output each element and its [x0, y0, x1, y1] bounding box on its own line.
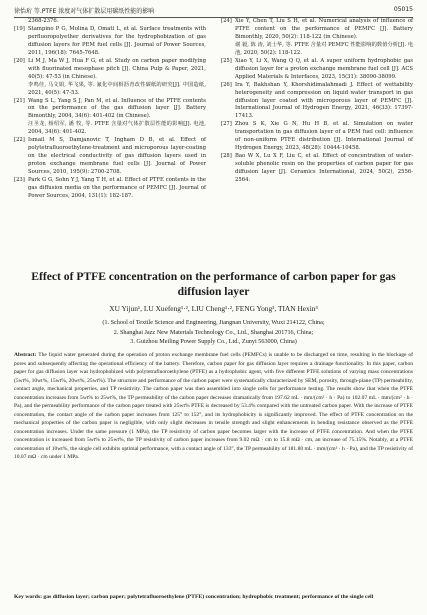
reference-entry — [221, 58, 413, 82]
abstract — [14, 351, 413, 462]
author-list: XU Yijun¹, LU Xuefeng¹·², LIU Cheng¹·², FENG Yong³, TIAN Hexin³ — [109, 304, 318, 313]
reference-entry — [221, 42, 413, 58]
abstract-label: Abstract: — [14, 352, 37, 358]
keywords-text: gas diffusion layer; carbon paper; polytetrafluoroethylene (PTFE) concentration; hydrophobic treatment; performance of the single cell — [41, 594, 374, 600]
reference-text: Zhou S K, Xie G N, Hu H B, et al. Simulation on water transportation in gas diffusion layer of a PEM fuel cell: influence of non-uniform PTFE distribution [J]. International Journal of Hydrogen Energy, 2023, 48(28): 10444-10458. — [235, 121, 413, 152]
reference-number: [26] — [221, 81, 232, 88]
page-number: 05015 — [393, 6, 413, 13]
reference-number — [14, 121, 28, 137]
reference-entry — [14, 177, 206, 201]
running-header-title: 徐怡珩 等.PTFE 浓度对气体扩散层用碳纸性能的影响 — [14, 8, 155, 15]
affiliations — [14, 318, 413, 347]
reference-text: Ira Y, Bakhshan Y, Khorshidimalahmadi J. Effect of wettability heterogeneity and compression on liquid water transport in gas diffusion layer coated with microporous layer of PEMFC [J]. International Journal of Hydrogen Energy, 2021, 46(33): 17397-17413. — [235, 81, 413, 120]
reference-number: [27] — [221, 121, 232, 128]
references-right-column — [221, 18, 413, 185]
reference-number: [21] — [14, 97, 25, 104]
reference-text: Ismail M S, Damjanovic T, Ingham D B, et al. Effect of polytetrafluoroethylene-treatment and microporous layer-coating on the electrical conductivity of gas diffusion layers used in proton exchange membrane fuel cells [J]. Journal of Power Sources, 2010, 195(9): 2700-2708. — [28, 137, 206, 176]
reference-text: 谢 毅, 陈 涛, 刘士华, 等. PTFE 含量对 PEMFC 性能影响的数值分析[J]. 电池, 2020, 50(2): 118-122. — [235, 41, 413, 56]
reference-text: 汪圣龙, 杨绍军, 潘 牧, 等. PTFE 含量对气体扩散层性能的影响[J]. 电池, 2004, 34(6): 401-402. — [28, 121, 206, 136]
reference-entry — [221, 153, 413, 185]
affiliation-line: (1. School of Textile Science and Engineering, Jiangnan University, Wuxi 214122, China; — [102, 319, 325, 326]
reference-entry — [221, 82, 413, 122]
reference-number: [22] — [14, 137, 25, 144]
reference-entry — [14, 18, 206, 26]
reference-entry — [14, 121, 206, 137]
reference-number: [20] — [14, 57, 25, 64]
reference-number: [24] — [221, 18, 232, 24]
reference-text: Xiao Y, Li X, Wang Q Q, et al. A super uniform hydrophobic gas diffusion layer for a proton exchange membrane fuel cell [J]. ACS Applied Materials & Interfaces, 2023, 15(31): 38090-38099. — [235, 57, 413, 80]
english-title: Effect of PTFE concentration on the performance of carbon paper for gas diffusion layer — [31, 270, 396, 298]
reference-entry — [14, 98, 206, 122]
reference-number — [14, 82, 28, 98]
reference-text: 2368-2376. — [28, 18, 59, 24]
reference-number: [23] — [14, 177, 25, 184]
running-header — [14, 6, 413, 18]
reference-entry — [14, 58, 206, 82]
keywords — [14, 593, 413, 602]
reference-text: Bao W X, Lu X F, Liu C, et al. Effect of concentration of water-soluble phenolic resin on the properties of carbon paper for gas diffusion layer [J]. Ceramics International, 2024, 50(2), 2556-2564. — [235, 153, 413, 184]
references-left-column — [14, 18, 206, 201]
reference-text: 李鸣佳, 马文娟, 华飞果, 等. 氟化中间相沥青改性碳纸的研究[J]. 中国造纸, 2021, 40(5): 47-53. — [28, 81, 206, 96]
reference-entry — [14, 26, 206, 58]
reference-number: [19] — [14, 25, 25, 32]
affiliation-line: 3. Guizhou Meiling Power Supply Co., Ltd., Zunyi 563000, China) — [130, 338, 297, 346]
reference-entry — [221, 18, 413, 42]
reference-entry — [14, 82, 206, 98]
reference-text: Park G G, Sohn Y J, Yang T H, et al. Effect of PTFE contents in the gas diffusion media on the performance of PEMFC [J]. Journal of Power Sources, 2004, 131(1): 182-187. — [28, 177, 206, 199]
reference-entry — [221, 121, 413, 153]
reference-number — [221, 42, 235, 58]
abstract-text: The liquid water generated during the operation of proton exchange membrane fuel cells (PEMFCs) is unable to be discharged on time, resulting in the blockage of pores and subsequently affecting the operational efficiency of the battery. Therefore, carbon paper for gas diffusion layer requires a drainage functionality. In this paper, carbon paper for gas diffusion layer was hydrophobized with polytetrafluoroethylene (PTFE) as a hydrophobic agent, with five different PTFE solutions of varying mass concentrations (5wt%, 10wt%, 15wt%, 20wt%, 25wt%). The structure and performance of the carbon paper were systematically characterized by SEM, porosity, through-plane (TP) permeability, contact angle, mechanical properties, and TP resistivity. The carbon paper was then assembled into single cells for performance testing. The results show that when the PTFE concentration increases from 5wt% to 25wt%, the TP permeability of the carbon paper decreases dramatically from 197.62 mL · mm/(cm² · h · Pa) to 102.07 mL · mm/(cm² · h · Pa), and the permeability performance of the carbon paper treated with 25wt% PTFE is decreased by 53.4% compared with the untreated carbon paper. With the increase of PTFE concentration, the contact angle of the carbon paper increases from 125° to 152°, and its hydrophobicity is significantly improved. The effect of PTFE concentration on the mechanical properties of the carbon paper is negligible, with only slight decreases in tensile strength and slight enhancements in bending resistance observed as the PTFE concentration increases. Under the same pressure (1 MPa), the TP resistivity of carbon paper becomes larger with the increase of PTFE concentration. And when the PTFE concentration is increased from 5wt% to 25wt%, the TP resistivity of carbon paper increases from 9.02 mΩ · cm to 15.8 mΩ · cm, an increase of 75.15%. Notably, at a PTFE concentration of 10wt%, the single cell exhibits optimal performance, with a contact angle of 133°, the TP permeability of 181.80 mL · mm/(cm² · h · Pa), and the TP resistivity of 10.07 mΩ · cm under 1 MPa. — [14, 352, 413, 460]
reference-number: [25] — [221, 57, 232, 64]
reference-text: Li M J, Ma W J, Hua F G, et al. Study on carbon paper modifying with fluorinated mesophase pitch [J]. China Pulp & Paper, 2021, 40(5): 47-53 (in Chinese). — [28, 57, 206, 80]
reference-number: [28] — [221, 153, 232, 160]
reference-entry — [14, 137, 206, 177]
reference-number — [14, 18, 28, 26]
reference-text: Xie Y, Chen T, Liu S H, et al. Numerical analysis of influence of PTFE content on the performance of PEMFC [J]. Battery Bimonthly, 2020, 50(2): 118-122 (in Chinese). — [235, 18, 413, 40]
reference-text: Stampino P G, Molina D, Omati L, et al. Surface treatments with perfluoropolyether derivatives for the hydrophobization of gas diffusion layers for PEM fuel cells [J]. Journal of Power Sources, 2011, 196(18): 7645-7648. — [28, 25, 206, 56]
affiliation-line: 2. Shanghai Jazz New Materials Technology Co., Ltd., Shanghai 201716, China; — [113, 328, 314, 336]
keywords-label: Key words: — [14, 594, 42, 600]
reference-text: Wang S L, Yang S J, Pan M, et al. Influence of the PTFE contents on the performance of the gas diffusion layer [J]. Battery Bimonthly, 2004, 34(6): 401-402 (in Chinese). — [28, 97, 206, 120]
